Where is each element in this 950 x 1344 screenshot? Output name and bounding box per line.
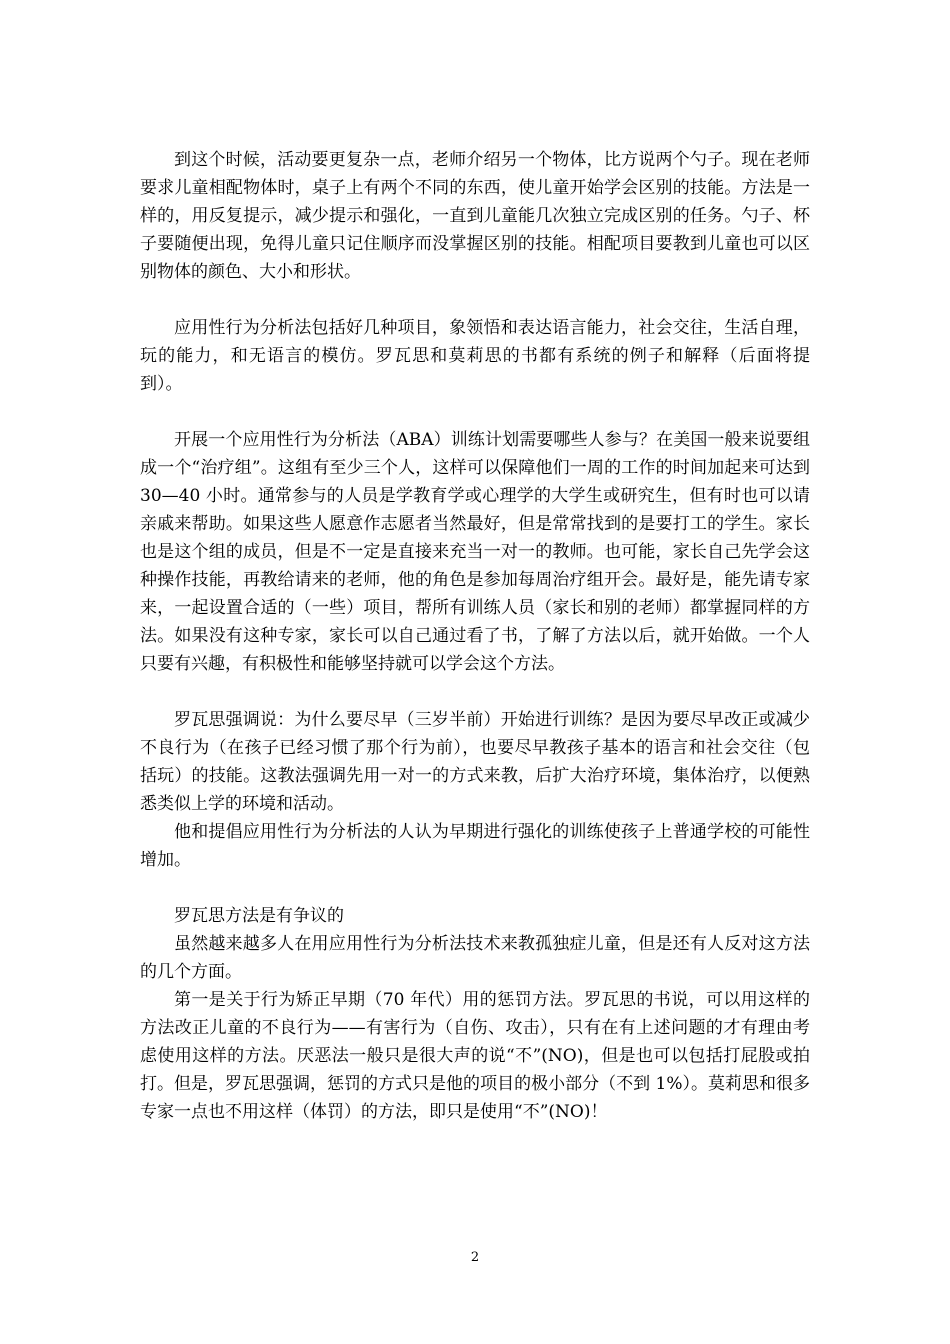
paragraph-3: 开展一个应用性行为分析法（ABA）训练计划需要哪些人参与？在美国一般来说要组成一个“治疗组”。这组有至少三个人，这样可以保障他们一周的工作的时间加起来可达到 30—40 小时。通常参与的人员是学教育学或心理学的大学生或研究生，但有时也可以请亲戚来帮助。如果这些人愿意作志愿者当然最好，但是常常找到的是要打工的学生。家长也是这个组的成员，但是不一定是直接来充当一对一的教师。也可能，家长自己先学会这种操作技能，再教给请来的老师，他的角色是参加每周治疗组开会。最好是，能先请专家来，一起设置合适的（一些）项目，帮所有训练人员（家长和别的老师）都掌握同样的方法。如果没有这种专家，家长可以自己通过看了书，了解了方法以后，就开始做。一个人只要有兴趣，有积极性和能够坚持就可以学会这个方法。	[140, 430, 810, 674]
paragraph-2: 应用性行为分析法包括好几种项目，象领悟和表达语言能力，社会交往，生活自理，玩的能力，和无语言的模仿。罗瓦思和莫莉思的书都有系统的例子和解释（后面将提到）。	[140, 318, 810, 394]
paragraph-1: 到这个时候，活动要更复杂一点，老师介绍另一个物体，比方说两个勺子。现在老师要求儿童相配物体时，桌子上有两个不同的东西，使儿童开始学会区别的技能。方法是一样的，用反复提示，减少提示和强化，一直到儿童能几次独立完成区别的任务。勺子、杯子要随便出现，免得儿童只记住顺序而没掌握区别的技能。相配项目要教到儿童也可以区别物体的颜色、大小和形状。	[140, 150, 810, 282]
page-number: 2	[470, 1250, 480, 1265]
paragraph-6: 虽然越来越多人在用应用性行为分析法技术来教孤独症儿童，但是还有人反对这方法的几个方面。	[140, 934, 810, 982]
paragraph-7: 第一是关于行为矫正早期（70 年代）用的惩罚方法。罗瓦思的书说，可以用这样的方法改正儿童的不良行为——有害行为（自伤、攻击），只有在有上述问题的才有理由考虑使用这样的方法。厌恶法一般只是很大声的说“不”(NO)，但是也可以包括打屁股或拍打。但是，罗瓦思强调，惩罚的方式只是他的项目的极小部分（不到 1%）。莫莉思和很多专家一点也不用这样（体罚）的方法，即只是使用“不”(NO)！	[140, 990, 810, 1122]
paragraph-4: 罗瓦思强调说：为什么要尽早（三岁半前）开始进行训练？是因为要尽早改正或减少不良行为（在孩子已经习惯了那个行为前），也要尽早教孩子基本的语言和社会交往（包括玩）的技能。这教法强调先用一对一的方式来教，后扩大治疗环境，集体治疗，以便熟悉类似上学的环境和活动。	[140, 710, 810, 814]
paragraph-5: 他和提倡应用性行为分析法的人认为早期进行强化的训练使孩子上普通学校的可能性增加。	[140, 822, 810, 870]
document-body	[140, 146, 810, 1126]
section-heading: 罗瓦思方法是有争议的	[174, 906, 344, 926]
